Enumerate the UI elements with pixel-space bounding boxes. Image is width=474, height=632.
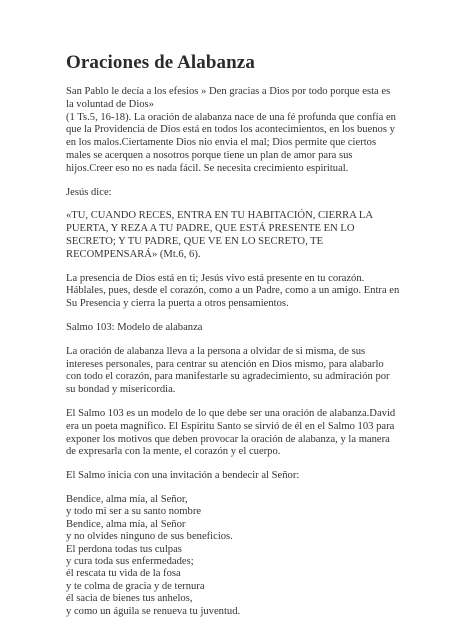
text-line: intereses personales, para centrar su atención en Dios mismo, para alabarlo bbox=[66, 358, 384, 370]
text-line: SECRETO; Y TU PADRE, QUE VE EN LO SECRETO, TE bbox=[66, 235, 324, 247]
intro-paragraph bbox=[66, 86, 414, 176]
text-line: hijos.Creer eso no es nada fácil. Se necesita crecimiento espiritual. bbox=[66, 162, 349, 174]
verse-line: él sacia de bienes tus anhelos, bbox=[66, 593, 193, 605]
presencia-paragraph bbox=[66, 273, 414, 311]
verse-line: y no olvides ninguno de sus beneficios. bbox=[66, 531, 233, 543]
text-line: Háblales, pues, desde el corazón, como a un Padre, como a un amigo. Entra en bbox=[66, 285, 400, 297]
alabanza-paragraph bbox=[66, 346, 414, 397]
verse-line: y como un águila se renueva tu juventud. bbox=[66, 605, 241, 617]
quote-paragraph bbox=[66, 210, 414, 261]
text-line: males se acerquen a nosotros porque tiene un plan de amor para sus bbox=[66, 149, 353, 161]
jesus-dice-paragraph: Jesús dice: bbox=[66, 186, 112, 198]
verse-line: Bendice, alma mía, al Señor bbox=[66, 518, 186, 530]
psalm-verses bbox=[66, 494, 414, 618]
text-line: exponer los motivos que deben provocar la oración de alabanza, y la manera bbox=[66, 433, 390, 445]
verse-line: y todo mi ser a su santo nombre bbox=[66, 506, 202, 518]
text-line: la voluntad de Dios» bbox=[66, 98, 154, 110]
invitacion-paragraph: El Salmo inicia con una invitación a bendecir al Señor: bbox=[66, 470, 300, 482]
section-heading: Salmo 103: Modelo de alabanza bbox=[66, 321, 203, 333]
text-line: su bondad y misericordia. bbox=[66, 384, 176, 396]
text-line: era un poeta magnífico. El Espíritu Santo se sirvió de él en el Salmo 103 para bbox=[66, 420, 395, 432]
verse-line: él rescata tu vida de la fosa bbox=[66, 568, 181, 580]
text-line: La presencia de Dios está en ti; Jesús vivo está presente en tu corazón. bbox=[66, 272, 365, 284]
verse-line: y te colma de gracia y de ternura bbox=[66, 580, 205, 592]
verse-line: y cura toda sus enfermedades; bbox=[66, 555, 194, 567]
text-line: La oración de alabanza lleva a la persona a olvidar de si misma, de sus bbox=[66, 345, 366, 357]
text-line: Su Presencia y cierra la puerta a otros pensamientos. bbox=[66, 298, 289, 310]
text-line: PUERTA, Y REZA A TU PADRE, QUE ESTÁ PRESENTE EN LO bbox=[66, 223, 355, 235]
text-line: en los malos.Ciertamente Dios nio envia el mal; Dios permite que ciertos bbox=[66, 137, 377, 149]
text-line: con todo el corazón, para manifestarle su agradecimiento, su admiración por bbox=[66, 371, 390, 383]
text-line: que la Providencia de Dios está en todos los acontecimientos, en los buenos y bbox=[66, 124, 395, 136]
text-line: RECOMPENSARÁ» (Mt.6, 6). bbox=[66, 248, 201, 260]
text-line: El Salmo 103 es un modelo de lo que debe ser una oración de alabanza.David bbox=[66, 407, 396, 419]
verse-line: El perdona todas tus culpas bbox=[66, 543, 182, 555]
text-line: San Pablo le decía a los efesios » Den gracias a Dios por todo porque esta es bbox=[66, 86, 391, 97]
text-line: de expresarla con la mente, el corazón y el cuerpo. bbox=[66, 446, 281, 458]
page-title: Oraciones de Alabanza bbox=[66, 52, 255, 73]
text-line: «TU, CUANDO RECES, ENTRA EN TU HABITACIÓN, CIERRA LA bbox=[66, 210, 374, 222]
verse-line: Bendice, alma mía, al Señor, bbox=[66, 493, 188, 505]
salmo103-paragraph bbox=[66, 408, 414, 459]
text-line: (1 Ts.5, 16-18). La oración de alabanza nace de una fé profunda que confía en bbox=[66, 111, 396, 123]
